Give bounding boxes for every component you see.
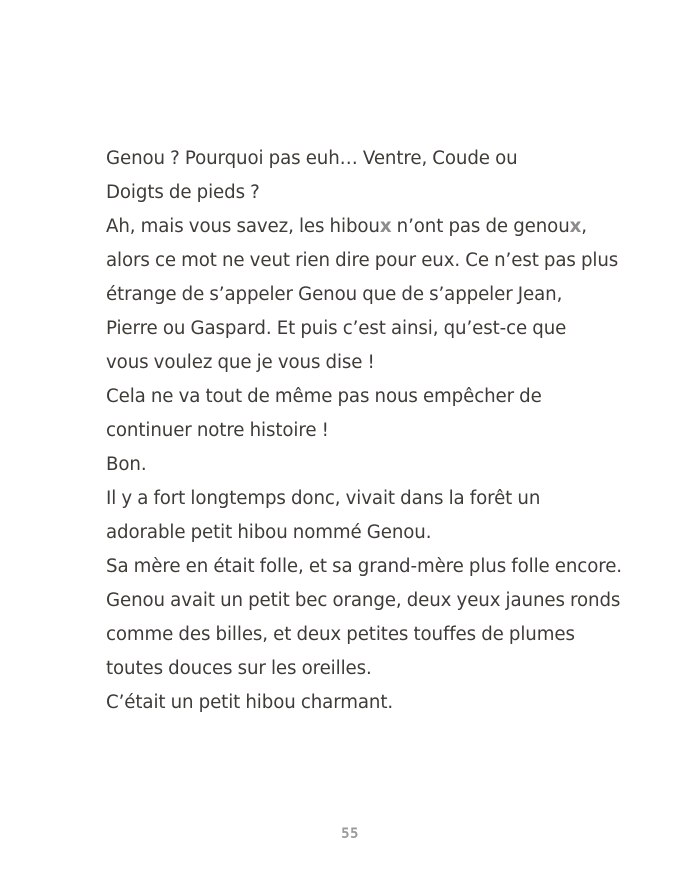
text-line: Genou ? Pourquoi pas euh… Ventre, Coude ou — [106, 148, 518, 169]
text-line: C’était un petit hibou charmant. — [106, 692, 394, 713]
text-line: étrange de s’appeler Genou que de s’appeler Jean, — [106, 284, 563, 305]
text-line: continuer notre histoire ! — [106, 420, 329, 441]
text-line: comme des billes, et deux petites touffes de plumes — [106, 624, 575, 645]
text-segment: n’ont pas de genou — [391, 216, 570, 237]
text-line: Doigts de pieds ? — [106, 182, 260, 203]
text-line: adorable petit hibou nommé Genou. — [106, 522, 432, 543]
story-text — [106, 142, 646, 720]
highlighted-x-letter: x — [569, 216, 582, 237]
text-line: Genou avait un petit bec orange, deux yeux jaunes ronds — [106, 590, 621, 611]
text-line: Pierre ou Gaspard. Et puis c’est ainsi, qu’est-ce que — [106, 318, 567, 339]
highlighted-x-letter: x — [379, 216, 392, 237]
text-line-with-highlighted-x — [106, 210, 646, 244]
page-number: 55 — [341, 826, 359, 842]
text-segment: Ah, mais vous savez, les hibou — [106, 216, 380, 237]
text-line: vous voulez que je vous dise ! — [106, 352, 375, 373]
text-line: alors ce mot ne veut rien dire pour eux. Ce n’est pas plus — [106, 250, 619, 271]
text-line: Sa mère en était folle, et sa grand-mère plus folle encore. — [106, 556, 622, 577]
text-line: Cela ne va tout de même pas nous empêcher de — [106, 386, 542, 407]
text-segment: , — [581, 216, 587, 237]
text-line: Bon. — [106, 454, 147, 475]
text-line: Il y a fort longtemps donc, vivait dans la forêt un — [106, 488, 541, 509]
text-line: toutes douces sur les oreilles. — [106, 658, 372, 679]
